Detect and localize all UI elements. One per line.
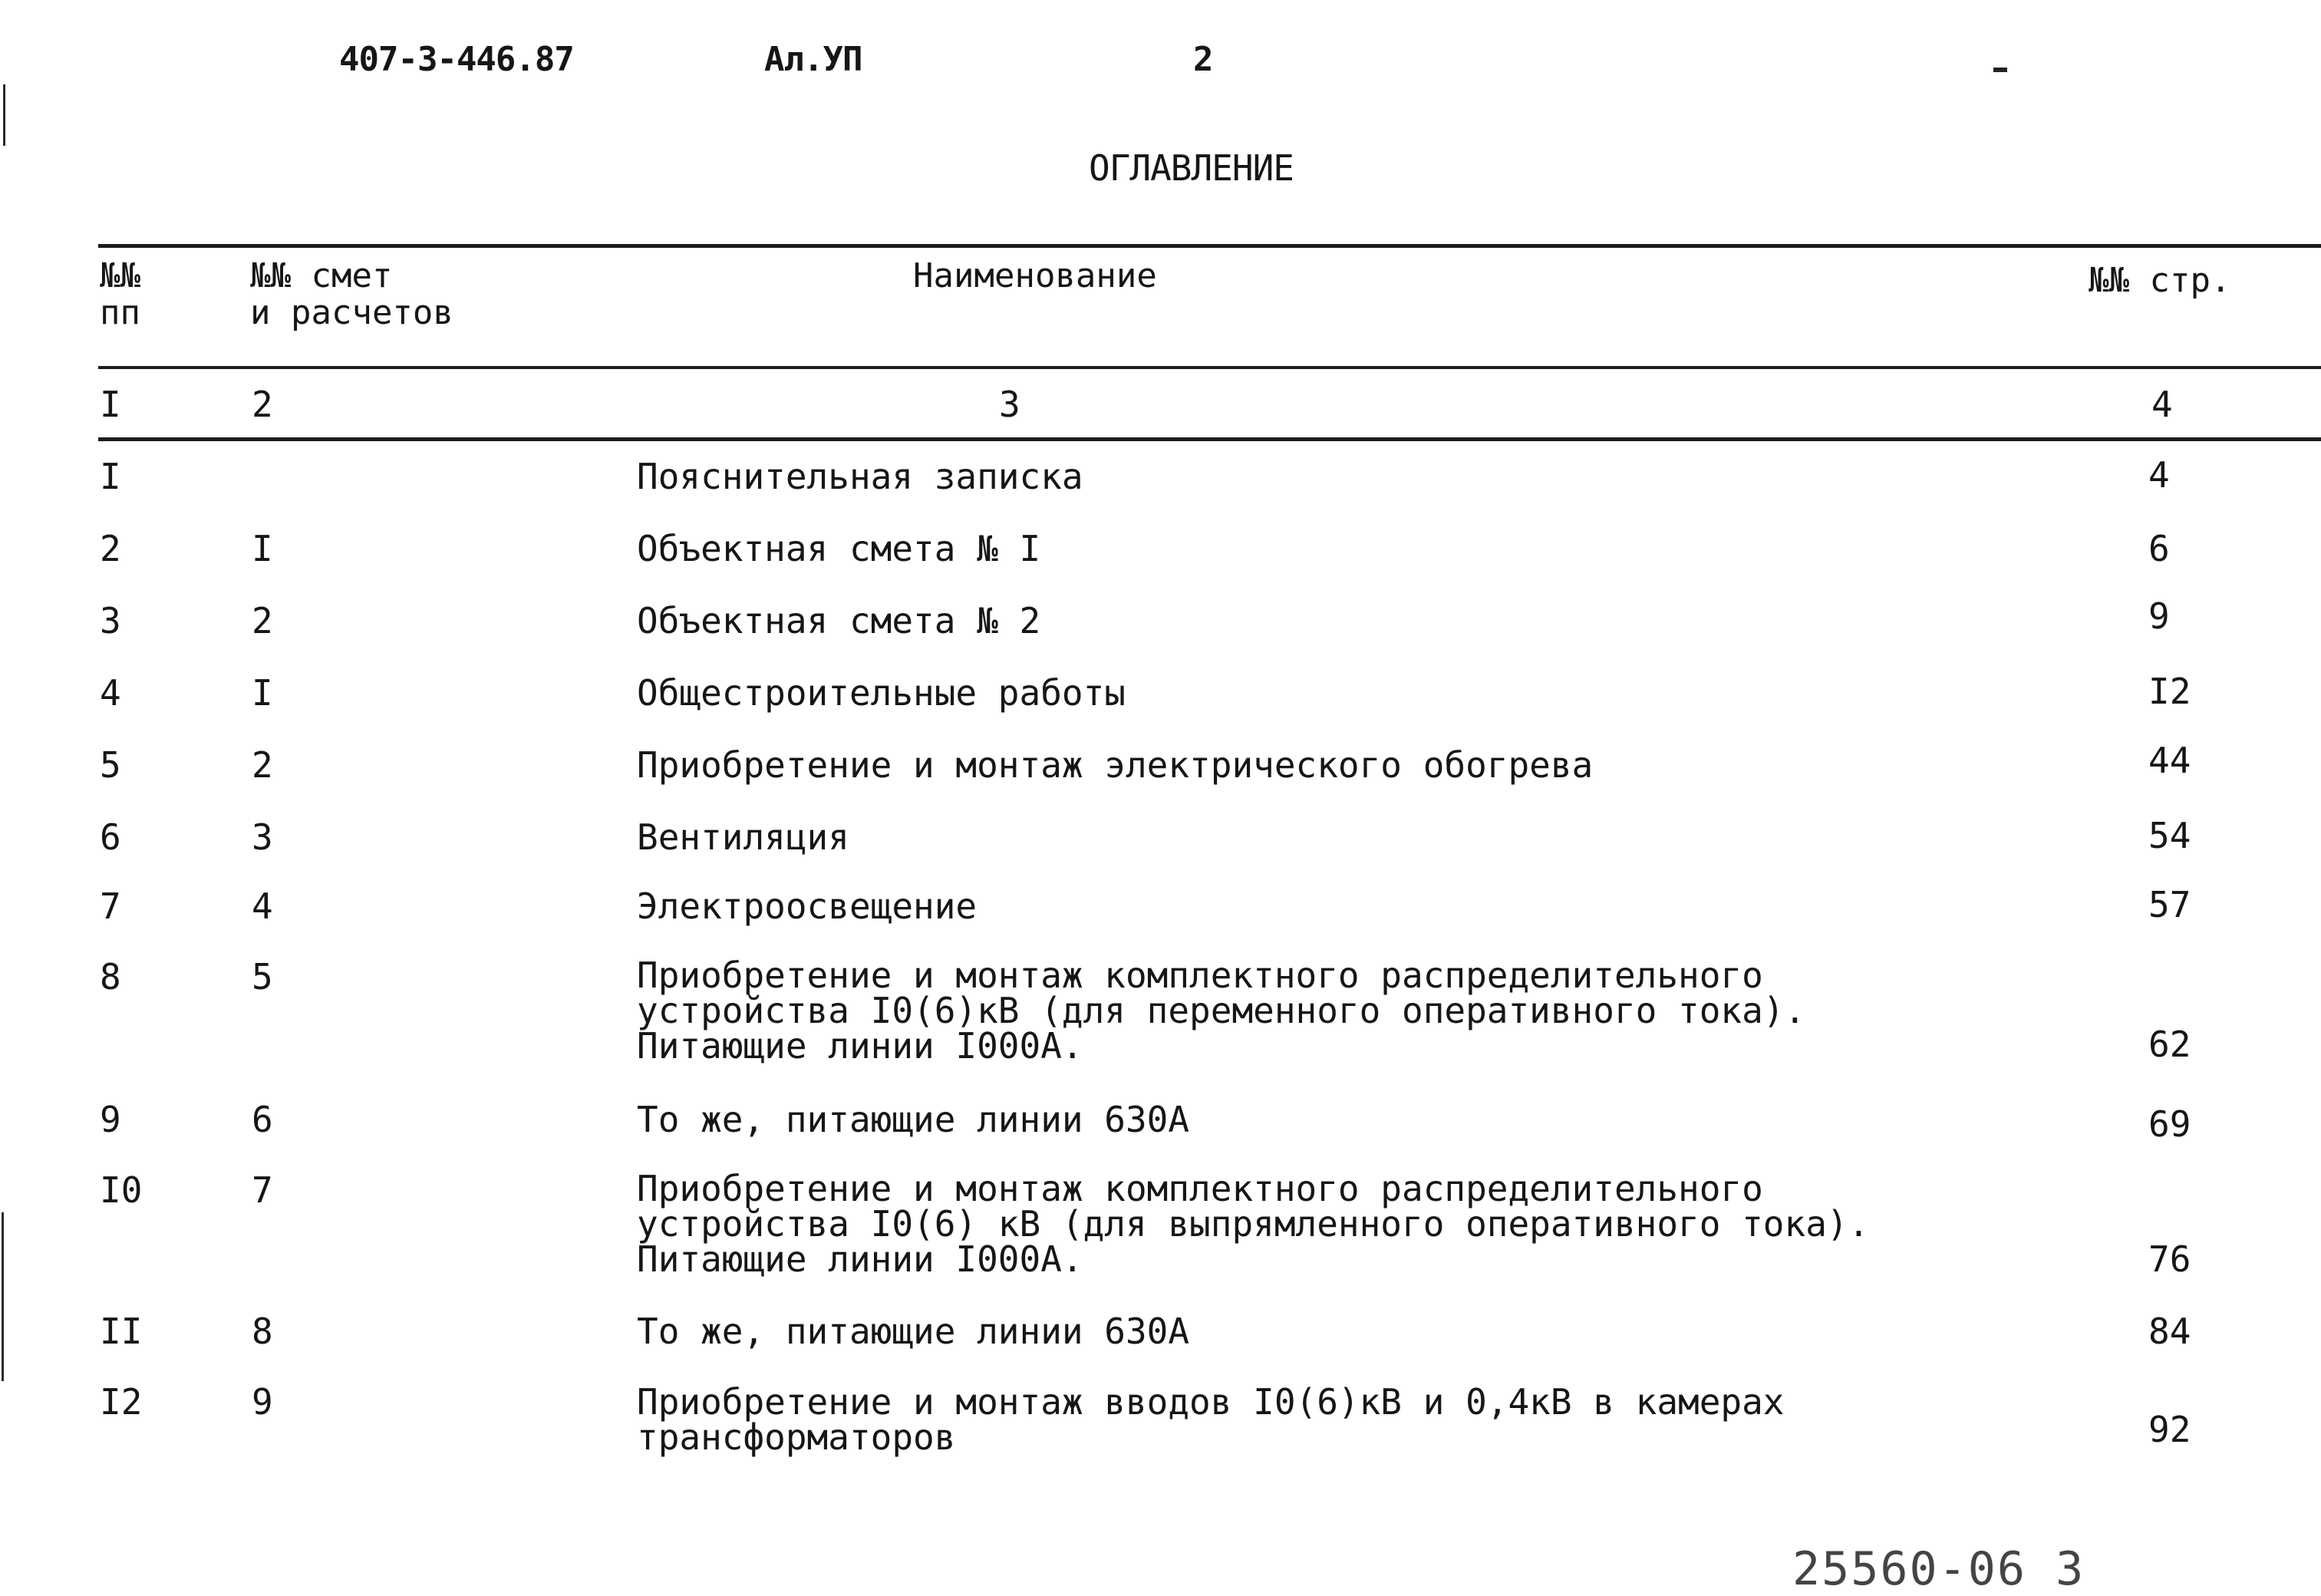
row-11-page: 84 — [2148, 1311, 2191, 1352]
binding-edge-line — [2, 1212, 4, 1381]
header-col-name: Наименование — [913, 256, 1157, 295]
row-10-page: 76 — [2148, 1238, 2191, 1280]
row-7-estimate: 4 — [252, 885, 273, 927]
row-5-name: Приобретение и монтаж электрического обогрева — [637, 744, 1594, 786]
row-10-name: Приобретение и монтаж комплектного распределительного устройства I0(6) кВ (для выпрямленного оперативного тока). Питающие линии I000А. — [637, 1168, 1870, 1280]
row-11-estimate: 8 — [252, 1311, 273, 1352]
header-col-estimate: №№ смет и расчетов — [250, 256, 453, 332]
header-bottom-rule — [98, 366, 2321, 369]
row-9-estimate: 6 — [252, 1099, 273, 1140]
row-5-estimate: 2 — [252, 744, 273, 786]
column-numbers-rule — [98, 437, 2321, 441]
row-2-page: 6 — [2148, 528, 2170, 569]
column-number-3: 3 — [999, 384, 1020, 425]
row-9-name: То же, питающие линии 630А — [637, 1099, 1190, 1140]
row-6-page: 54 — [2148, 815, 2191, 856]
row-8-num: 8 — [100, 956, 121, 998]
header-col-num: №№ пп — [100, 256, 140, 332]
row-12-name: Приобретение и монтаж вводов I0(6)кВ и 0,4кВ в камерах трансформаторов — [637, 1381, 1785, 1458]
row-2-name: Объектная смета № I — [637, 528, 1041, 569]
row-6-name: Вентиляция — [637, 816, 849, 858]
row-10-num: I0 — [100, 1169, 143, 1211]
column-number-1: I — [100, 384, 121, 425]
page-title: ОГЛАВЛЕНИЕ — [1089, 147, 1294, 189]
row-12-estimate: 9 — [252, 1381, 273, 1423]
row-1-num: I — [100, 456, 121, 497]
header-col-page: №№ стр. — [2089, 261, 2231, 300]
album-number: Ал.УП — [764, 40, 862, 79]
row-4-estimate: I — [252, 672, 273, 714]
row-11-name: То же, питающие линии 630А — [637, 1311, 1190, 1352]
row-9-page: 69 — [2148, 1103, 2191, 1145]
row-12-num: I2 — [100, 1381, 143, 1423]
row-6-estimate: 3 — [252, 816, 273, 858]
row-7-name: Электроосвещение — [637, 885, 978, 927]
column-number-2: 2 — [252, 384, 273, 425]
row-9-num: 9 — [100, 1099, 121, 1140]
row-3-page: 9 — [2148, 595, 2170, 637]
row-5-page: 44 — [2148, 740, 2191, 781]
column-number-4: 4 — [2151, 384, 2173, 425]
row-8-page: 62 — [2148, 1024, 2191, 1065]
row-12-page: 92 — [2148, 1409, 2191, 1450]
row-5-num: 5 — [100, 744, 121, 786]
row-3-name: Объектная смета № 2 — [637, 600, 1041, 641]
row-2-num: 2 — [100, 528, 121, 569]
row-10-estimate: 7 — [252, 1169, 273, 1211]
row-1-name: Пояснительная записка — [637, 456, 1083, 497]
doc-code: 407-3-446.87 — [339, 40, 574, 79]
row-3-num: 3 — [100, 600, 121, 641]
row-4-num: 4 — [100, 672, 121, 714]
row-3-estimate: 2 — [252, 600, 273, 641]
row-7-page: 57 — [2148, 884, 2191, 925]
table-top-rule — [98, 244, 2321, 248]
row-11-num: II — [100, 1311, 143, 1352]
binding-edge-line — [3, 84, 5, 146]
row-4-name: Общестроительные работы — [637, 672, 1126, 714]
row-1-page: 4 — [2148, 454, 2170, 496]
row-8-estimate: 5 — [252, 956, 273, 998]
row-6-num: 6 — [100, 816, 121, 858]
row-7-num: 7 — [100, 885, 121, 927]
row-4-page: I2 — [2148, 671, 2191, 712]
archive-number-note: 25560-06 3 — [1792, 1542, 2085, 1596]
header-mark — [1993, 68, 2007, 72]
row-8-name: Приобретение и монтаж комплектного распределительного устройства I0(6)кВ (для переменного оперативного тока). Питающие линии I000А. — [637, 955, 1806, 1067]
page-number: 2 — [1193, 40, 1213, 79]
row-2-estimate: I — [252, 528, 273, 569]
